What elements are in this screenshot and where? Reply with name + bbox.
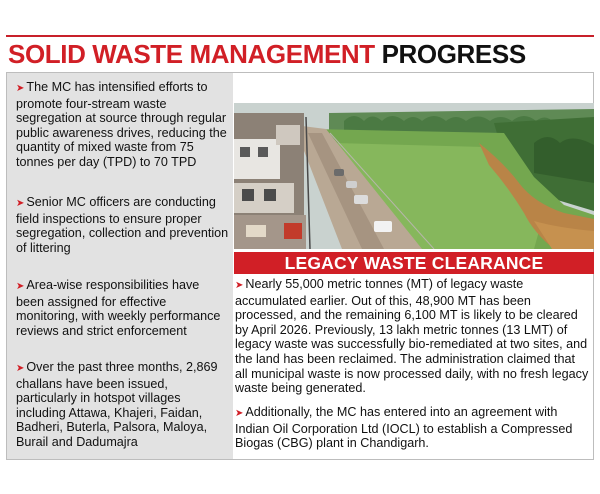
left-bullet-4-text: Over the past three months, 2,869 challans have been issued, particularly in hotspot villages including Attawa, Khajeri, Faidan, Badheri, Buterla, Palsora, Maloya, Burail and Dadumajra: [16, 360, 218, 449]
legacy-bullet-2-text: Additionally, the MC has entered into an agreement with Indian Oil Corporation Ltd (IOCL) to establish a Compressed Biogas (CBG) plant in Chandigarh.: [235, 405, 573, 451]
legacy-bullet-1-text: Nearly 55,000 metric tonnes (MT) of legacy waste accumulated earlier. Out of this, 48,900 MT has been processed, and the remaining 6,100 MT is likely to be cleared by April 2026. Previously, 13 lakh metric tonnes (13 LMT) of legacy waste was successfully bio-remediated at two sites, and the land has been reclaimed. The administration claimed that all municipal waste is now processed daily, with no fresh legacy waste being generated.: [235, 277, 589, 396]
red-arrow-icon: ➤: [16, 198, 25, 209]
left-column: [7, 73, 233, 459]
headline-red-part: SOLID WASTE MANAGEMENT: [8, 39, 375, 69]
red-arrow-icon: ➤: [235, 280, 244, 291]
red-arrow-icon: ➤: [16, 281, 25, 292]
left-bullet-2-text: Senior MC officers are conducting field inspections to ensure proper segregation, collection and prevention of littering: [16, 195, 229, 255]
headline: [8, 37, 592, 71]
landfill-photo-art: [234, 103, 594, 249]
left-bullet-2: [16, 195, 230, 255]
red-arrow-icon: ➤: [16, 83, 25, 94]
left-bullet-4: [16, 360, 230, 450]
left-bullet-3: [16, 278, 230, 338]
headline-black-part: PROGRESS: [381, 39, 526, 69]
legacy-banner: LEGACY WASTE CLEARANCE: [234, 252, 594, 274]
left-bullet-1: [16, 80, 230, 170]
landfill-photo: [234, 103, 594, 249]
red-arrow-icon: ➤: [16, 363, 25, 374]
left-bullet-1-text: The MC has intensified efforts to promote four-stream waste segregation at source through regular public awareness drives, reducing the quantity of mixed waste from 75 tonnes per day (TPD) to 70 TPD: [16, 80, 227, 169]
red-arrow-icon: ➤: [235, 408, 244, 419]
legacy-bullet-2: [235, 405, 591, 451]
left-bullet-3-text: Area-wise responsibilities have been assigned for effective monitoring, with weekly performance reviews and strict enforcement: [16, 278, 221, 338]
legacy-bullet-1: [235, 277, 591, 396]
